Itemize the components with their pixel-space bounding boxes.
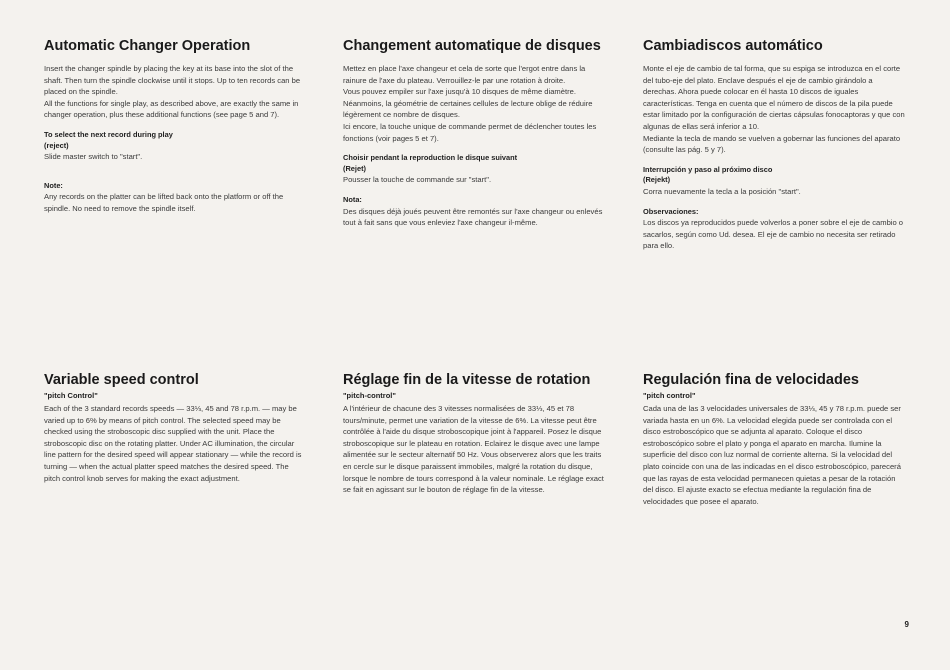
body-text: Cada una de las 3 velocidades universales de 33⅓, 45 y 78 r.p.m. puede ser variada hasta en un 6%. La velocidad elegida puede ser controlada con el disco estroboscópico que se adjunta al aparato. Coloque el disco estroboscópico sobre el plato y ponga el aparato en marcha. Ilumine la superficie del disco con luz normal de corriente alterna. Si la velocidad del plato coincide con una de las indicadas en el disco estroboscópico, parecerá que las rayas de esta velocidad permanecen quietas a pesar de la rotación del disco. El ajuste exacto se efectua mediante la regulación fina de velocidades que posee el aparato. bbox=[643, 404, 901, 506]
section-title: Changement automatique de disques bbox=[343, 38, 601, 54]
body-text: Insert the changer spindle by placing the key at its base into the slot of the shaft. Then turn the spindle clockwise until it stops. Up to ten records can be placed on the spindle. bbox=[44, 64, 301, 97]
section-variable-speed-fr bbox=[343, 372, 605, 496]
section-title: Variable speed control bbox=[44, 372, 199, 388]
section-title: Automatic Changer Operation bbox=[44, 38, 251, 54]
section-variable-speed-es bbox=[643, 372, 905, 507]
body-text: Each of the 3 standard records speeds — 33⅓, 45 and 78 r.p.m. — may be varied up to 6% by means of pitch control. The selected speed may be checked using the stroboscopic disc supplied with the unit. Place the stroboscopic disc on the rotating platter. Under AC illumination, the circular line pattern for the desired speed will appear stationary — while the record is turning — when the actual platter speed matches the desired speed. The pitch control knob serves for making the exact adjustment. bbox=[44, 404, 302, 483]
note-label: Nota: bbox=[343, 194, 362, 204]
sub-heading: To select the next record during play bbox=[44, 129, 173, 139]
body-text: Ici encore, la touche unique de commande permet de déclencher toutes les fonctions (voir pages 5 et 7). bbox=[343, 121, 597, 143]
body-text: Mettez en place l'axe changeur et cela de sorte que l'ergot entre dans la rainure de l'axe du plateau. Verrouillez-le par une rotation à droite. bbox=[343, 64, 586, 85]
section-automatic-changer-fr bbox=[343, 38, 605, 229]
sub-heading-reject: (Rejekt) bbox=[643, 175, 671, 185]
section-title: Cambiadiscos automático bbox=[643, 38, 823, 54]
sub-heading-reject: (Rejet) bbox=[343, 163, 366, 173]
note-label: Note: bbox=[44, 180, 63, 190]
section-title: Regulación fina de velocidades bbox=[643, 372, 859, 388]
body-text: Vous pouvez empiler sur l'axe jusqu'à 10 disques de même diamètre. Néanmoins, la géométrie de certaines cellules de lecture oblige de réduire légèrement ce nombre de disques. bbox=[343, 87, 593, 120]
page-number: 9 bbox=[904, 620, 909, 629]
section-subtitle: "pitch-control" bbox=[343, 391, 396, 400]
body-text: Mediante la tecla de mando se vuelven a gobernar las funciones del aparato (consulte las pág. 5 y 7). bbox=[643, 133, 901, 155]
body-text: All the functions for single play, as described above, are exactly the same in changer operation, plus these additional functions (see page 5 and 7). bbox=[44, 98, 299, 120]
section-subtitle: "pitch control" bbox=[643, 391, 696, 400]
section-title: Réglage fin de la vitesse de rotation bbox=[343, 372, 591, 388]
body-text: A l'intérieur de chacune des 3 vitesses normalisées de 33⅓, 45 et 78 tours/minute, permet une variation de la vitesse de 6%. La vitesse peut être contrôlée à l'aide du disque stroboscopique joint à l'appareil. Posez le disque stroboscopique sur le plateau en rotation. Eclairez le disque avec une lampe alimentée sur le secteur alternatif 50 Hz. Vous observerez alors que les traits en cercle sur le disque paraissent immobiles, malgré la rotation du disque, lorsque le nombre de tours correspond à la valeur nominale. Le réglage exact se fait en agissant sur le bouton de réglage fin de la vitesse. bbox=[343, 404, 604, 495]
note-body: Los discos ya reproducidos puede volverlos a poner sobre el eje de cambio o sacarlos, según como Ud. desea. El eje de cambio no necesita ser retirado para ello. bbox=[643, 218, 904, 251]
sub-heading-reject: (reject) bbox=[44, 140, 69, 150]
body-text: Slide master switch to "start". bbox=[44, 152, 143, 162]
section-automatic-changer-es bbox=[643, 38, 905, 252]
note-body: Any records on the platter can be lifted back onto the platform or off the spindle. No need to remove the spindle itself. bbox=[44, 192, 284, 213]
body-text: Monte el eje de cambio de tal forma, que su espiga se introduzca en el corte del tubo-eje del plato. Enclave después el eje de cambio girándolo a derechas. Ahora puede colocar en él hasta 10 discos de iguales características. Tenga en cuenta que el número de discos de la pila puede estar limitado por la configuración de ciertas cápsulas fonocaptoras y que con algunas de ellas será inferior a 10. bbox=[643, 64, 905, 131]
note-body: Des disques déjà joués peuvent être remontés sur l'axe changeur ou enlevés tout à fait sans que vous enleviez l'axe changeur il-même. bbox=[343, 206, 603, 228]
section-subtitle: "pitch Control" bbox=[44, 391, 98, 400]
note-label: Observaciones: bbox=[643, 206, 699, 216]
body-text: Corra nuevamente la tecla a la posición "start". bbox=[643, 186, 801, 196]
body-text: Pousser la touche de commande sur "start". bbox=[343, 175, 492, 185]
section-variable-speed-en bbox=[44, 372, 306, 484]
section-automatic-changer-en bbox=[44, 38, 306, 215]
sub-heading: Choisir pendant la reproduction le disque suivant bbox=[343, 153, 518, 163]
sub-heading: Interrupción y paso al próximo disco bbox=[643, 164, 773, 174]
